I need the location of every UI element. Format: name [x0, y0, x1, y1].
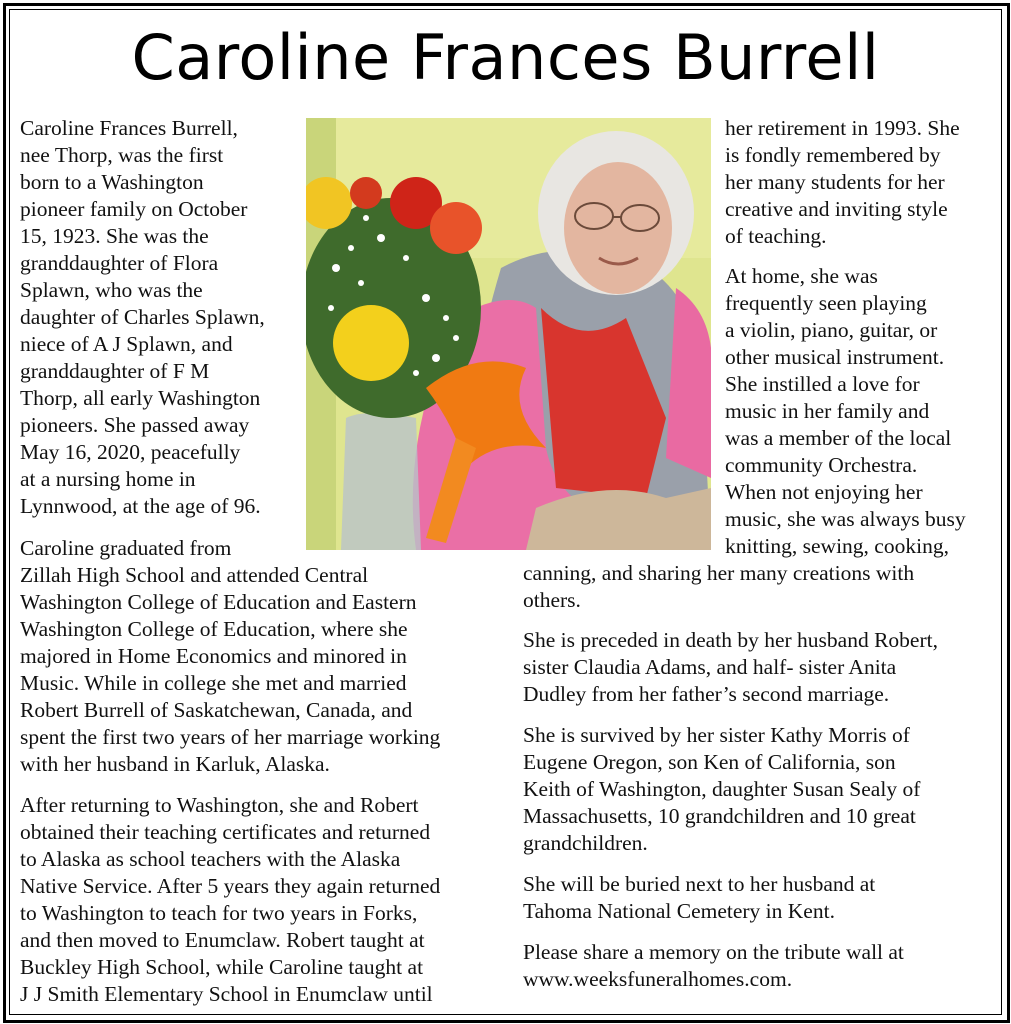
- text-line: canning, and sharing her many creations with: [523, 561, 915, 585]
- text-line: Zillah High School and attended Central: [20, 563, 369, 587]
- text-line: She is preceded in death by her husband Robert,: [523, 628, 938, 652]
- text-line: is fondly remembered by: [725, 143, 941, 167]
- text-line: Robert Burrell of Saskatchewan, Canada, and: [20, 698, 413, 722]
- text-line: J J Smith Elementary School in Enumclaw until: [20, 982, 433, 1006]
- text-line: Native Service. After 5 years they again returned: [20, 874, 441, 898]
- text-line: majored in Home Economics and minored in: [20, 644, 407, 668]
- text-line: Dudley from her father’s second marriage.: [523, 682, 890, 706]
- text-line: daughter of Charles Splawn,: [20, 305, 265, 329]
- text-line: Caroline graduated from: [20, 536, 232, 560]
- text-line: obtained their teaching certificates and returned: [20, 820, 431, 844]
- text-line: Eugene Oregon, son Ken of California, son: [523, 750, 896, 774]
- text-line: She instilled a love for: [725, 372, 920, 396]
- text-line: spent the first two years of her marriage working: [20, 725, 441, 749]
- text-line: granddaughter of Flora: [20, 251, 219, 275]
- text-line: Music. While in college she met and married: [20, 671, 407, 695]
- text-line: She is survived by her sister Kathy Morris of: [523, 723, 910, 747]
- text-line: Caroline Frances Burrell,: [20, 116, 238, 140]
- text-line: and then moved to Enumclaw. Robert taught at: [20, 928, 425, 952]
- text-line: 15, 1923. She was the: [20, 224, 209, 248]
- text-line: frequently seen playing: [725, 291, 927, 315]
- text-line: with her husband in Karluk, Alaska.: [20, 752, 330, 776]
- text-line: music, she was always busy: [725, 507, 966, 531]
- text-line: born to a Washington: [20, 170, 204, 194]
- text-line: pioneer family on October: [20, 197, 248, 221]
- text-line: niece of A J Splawn, and: [20, 332, 233, 356]
- text-line: Keith of Washington, daughter Susan Sealy of: [523, 777, 921, 801]
- text-line: of teaching.: [725, 224, 827, 248]
- text-line: Lynnwood, at the age of 96.: [20, 494, 261, 518]
- text-line: music in her family and: [725, 399, 930, 423]
- text-line: www.weeksfuneralhomes.com.: [523, 967, 793, 991]
- text-line: community Orchestra.: [725, 453, 918, 477]
- text-line: Washington College of Education and Eastern: [20, 590, 417, 614]
- text-line: pioneers. She passed away: [20, 413, 250, 437]
- text-line: was a member of the local: [725, 426, 952, 450]
- text-line: creative and inviting style: [725, 197, 948, 221]
- text-line: her many students for her: [725, 170, 945, 194]
- text-line: At home, she was: [725, 264, 878, 288]
- text-line: May 16, 2020, peacefully: [20, 440, 241, 464]
- portrait-photo: [306, 118, 711, 550]
- text-line: at a nursing home in: [20, 467, 196, 491]
- text-line: grandchildren.: [523, 831, 648, 855]
- text-line: her retirement in 1993. She: [725, 116, 960, 140]
- text-line: to Alaska as school teachers with the Alaska: [20, 847, 401, 871]
- text-line: a violin, piano, guitar, or: [725, 318, 938, 342]
- text-line: Tahoma National Cemetery in Kent.: [523, 899, 835, 923]
- text-line: Washington College of Education, where she: [20, 617, 408, 641]
- obituary-title: Caroline Frances Burrell: [131, 21, 880, 94]
- text-line: other musical instrument.: [725, 345, 945, 369]
- text-line: She will be buried next to her husband at: [523, 872, 876, 896]
- text-line: After returning to Washington, she and Robert: [20, 793, 419, 817]
- text-line: knitting, sewing, cooking,: [725, 534, 949, 558]
- text-line: Thorp, all early Washington: [20, 386, 261, 410]
- photo-illustration: [306, 118, 711, 550]
- text-line: to Washington to teach for two years in Forks,: [20, 901, 418, 925]
- text-line: Buckley High School, while Caroline taught at: [20, 955, 424, 979]
- text-line: granddaughter of F M: [20, 359, 210, 383]
- text-line: sister Claudia Adams, and half- sister Anita: [523, 655, 897, 679]
- text-line: Splawn, who was the: [20, 278, 203, 302]
- text-line: When not enjoying her: [725, 480, 923, 504]
- text-line: nee Thorp, was the first: [20, 143, 224, 167]
- text-line: Massachusetts, 10 grandchildren and 10 great: [523, 804, 916, 828]
- text-line: others.: [523, 588, 581, 612]
- text-line: Please share a memory on the tribute wall at: [523, 940, 904, 964]
